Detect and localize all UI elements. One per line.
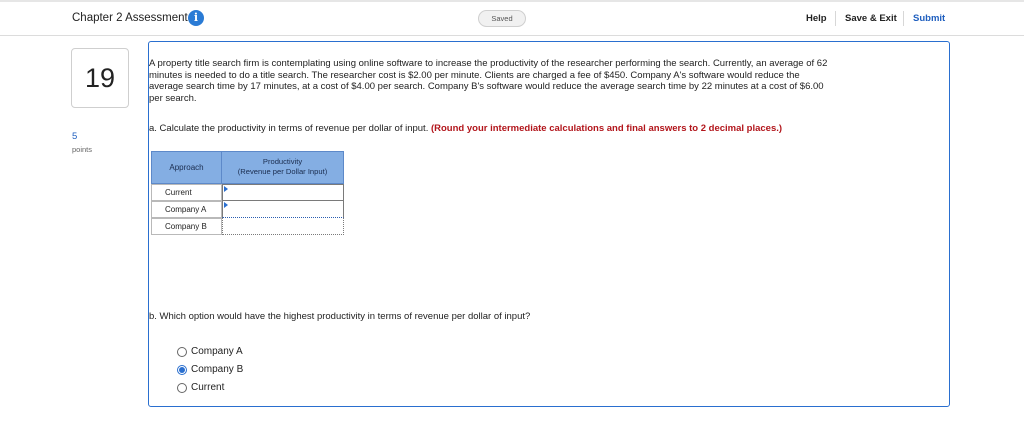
assessment-title: Chapter 2 Assessment (72, 12, 188, 24)
save-exit-button[interactable]: Save & Exit (845, 13, 897, 24)
points-label: points (72, 145, 93, 154)
radio-company-b[interactable] (177, 365, 187, 375)
header-divider (835, 11, 836, 26)
part-b-prompt: b. Which option would have the highest productivity in terms of revenue per dollar of input? (149, 311, 531, 322)
productivity-header-subtitle: (Revenue per Dollar Input) (237, 167, 328, 176)
submit-button[interactable]: Submit (913, 13, 946, 24)
row-label-current: Current (151, 184, 222, 201)
help-button[interactable]: Help (806, 13, 827, 24)
productivity-input-company-b[interactable] (223, 218, 343, 234)
points-value: 5 (72, 131, 78, 142)
question-text: A property title search firm is contemplating using online software to increase the productivity of the researcher performing the search. Currently, an average of 62 minutes is needed to do a title search. The researcher cost is $2.00 per minute. Clients are charged a fee of $450. Company A's software would reduce the average search time by 17 minutes, at a cost of $4.00 per search. Company B's software would reduce the average search time by 22 minutes at a cost of $6.00 per search. (149, 58, 828, 104)
productivity-input-company-a[interactable] (223, 201, 343, 217)
option-label: Company A (191, 346, 243, 357)
productivity-cell-company-a (222, 201, 344, 218)
question-number: 19 (71, 48, 129, 108)
approach-header: Approach (151, 151, 222, 184)
productivity-header-title: Productivity (262, 157, 303, 166)
radio-company-a[interactable] (177, 347, 187, 357)
rounding-note: (Round your intermediate calculations and final answers to 2 decimal places.) (430, 123, 783, 134)
option-label: Company B (191, 364, 244, 375)
productivity-header (222, 151, 344, 184)
option-label: Current (191, 382, 225, 393)
part-a-text: a. Calculate the productivity in terms of revenue per dollar of input. (149, 123, 431, 134)
productivity-input-current[interactable] (223, 185, 343, 200)
header-divider (903, 11, 904, 26)
saved-status-badge: Saved (478, 10, 526, 27)
productivity-cell-company-b (222, 218, 344, 235)
header-bar (0, 2, 1024, 36)
row-label-company-b: Company B (151, 218, 222, 235)
info-icon[interactable]: i (188, 10, 204, 26)
productivity-cell-current (222, 184, 344, 201)
radio-current[interactable] (177, 383, 187, 393)
row-label-company-a: Company A (151, 201, 222, 218)
part-a-prompt (149, 123, 829, 135)
